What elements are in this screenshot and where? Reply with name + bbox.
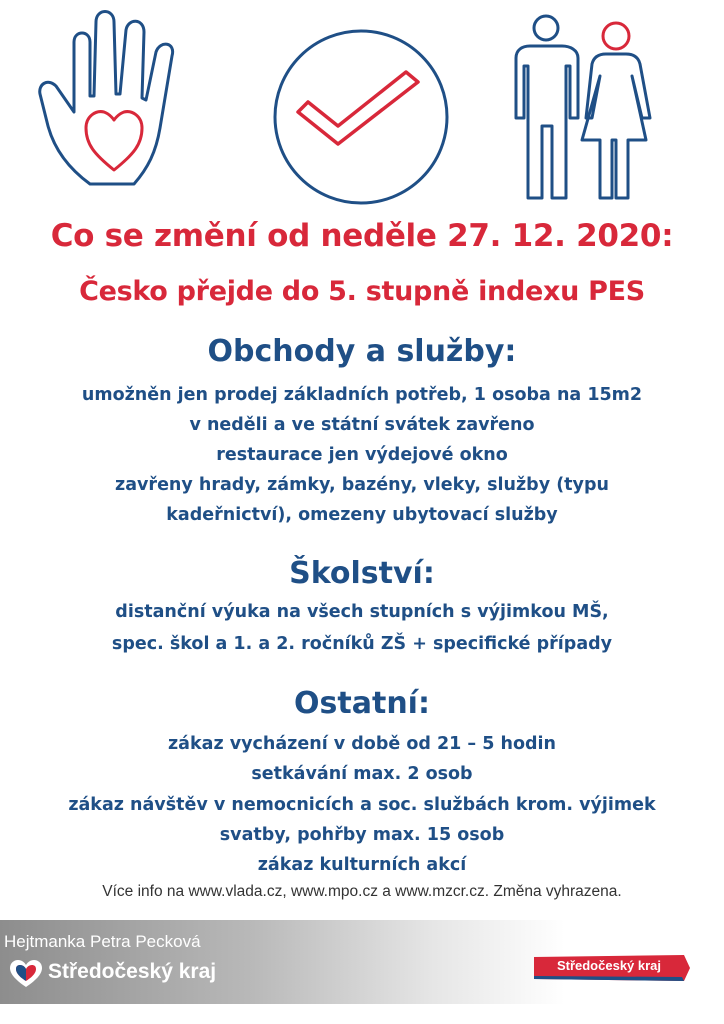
region-badge-label: Středočeský kraj	[556, 958, 662, 973]
shops-line-2: v neděli a ve státní svátek zavřeno	[189, 415, 535, 435]
schools-line-1: distanční výuka na všech stupních s výjimkou MŠ,	[115, 602, 609, 622]
headline-pes-level: Česko přejde do 5. stupně indexu PES	[79, 276, 645, 307]
section-title-schools: Školství:	[289, 556, 435, 591]
section-title-shops: Obchody a služby:	[207, 334, 517, 369]
shops-line-5: kadeřnictví), omezeny ubytovací služby	[166, 505, 558, 525]
icon-row	[0, 0, 724, 210]
shops-line-1: umožněn jen prodej základních potřeb, 1 osoba na 15m2	[81, 385, 643, 405]
schools-line-2: spec. škol a 1. a 2. ročníků ZŠ + specifické případy	[111, 634, 613, 654]
other-line-2: setkávání max. 2 osob	[251, 764, 473, 784]
man-woman-icon	[508, 14, 668, 200]
section-title-other: Ostatní:	[294, 686, 430, 721]
governor-name: Hejtmanka Petra Pecková	[4, 932, 201, 951]
check-circle-icon	[272, 28, 450, 206]
headline-date: Co se změní od neděle 27. 12. 2020:	[50, 218, 674, 254]
other-line-5: zákaz kulturních akcí	[257, 855, 467, 875]
info-note: Více info na www.vlada.cz, www.mpo.cz a www.mzcr.cz. Změna vyhrazena.	[102, 883, 622, 900]
other-line-4: svatby, pohřby max. 15 osob	[219, 825, 505, 845]
hand-heart-icon	[38, 8, 196, 198]
shops-line-3: restaurace jen výdejové okno	[216, 445, 508, 465]
heart-logo-icon	[8, 959, 44, 989]
other-line-3: zákaz návštěv v nemocnicích a soc. službách krom. výjimek	[68, 795, 656, 815]
shops-line-4: zavřeny hrady, zámky, bazény, vleky, služby (typu	[115, 475, 609, 495]
other-line-1: zákaz vycházení v době od 21 – 5 hodin	[168, 734, 556, 754]
region-name: Středočeský kraj	[48, 960, 217, 983]
